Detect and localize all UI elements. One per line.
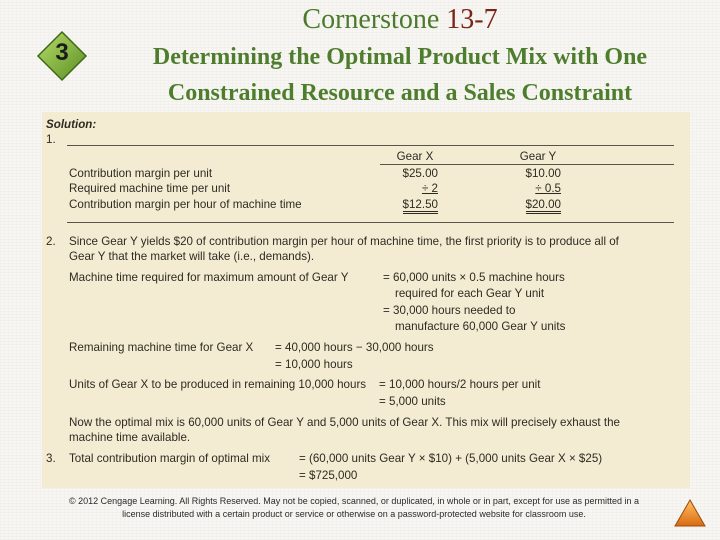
- remaining-time-eq2: = 10,000 hours: [275, 358, 353, 371]
- remaining-time-label: Remaining machine time for Gear X: [69, 341, 254, 354]
- row-value-y-cm: $10.00: [525, 167, 561, 180]
- row-label-cm-per-unit: Contribution margin per unit: [69, 167, 213, 180]
- optimal-mix-line2: machine time available.: [69, 431, 191, 444]
- units-gear-x-eq2: = 5,000 units: [379, 395, 446, 408]
- optimal-mix-line1: Now the optimal mix is 60,000 units of Gear Y and 5,000 units of Gear X. This mix will precisely exhaust the: [69, 416, 620, 429]
- remaining-time-eq1: = 40,000 hours − 30,000 hours: [275, 341, 434, 354]
- row-value-x-cm: $25.00: [402, 167, 438, 180]
- units-gear-x-label: Units of Gear X to be produced in remaining 10,000 hours: [69, 378, 367, 391]
- col-header-gear-x: Gear X: [396, 150, 434, 163]
- solution-panel: [42, 112, 690, 488]
- title-prefix: Cornerstone: [302, 4, 440, 35]
- step1-number: 1.: [46, 133, 56, 146]
- copyright-line1: © 2012 Cengage Learning. All Rights Reserved. May not be copied, scanned, or duplicated, in whole or in part, except for use as permitted in a: [69, 496, 639, 506]
- slide-subtitle-line1: Determining the Optimal Product Mix with One: [152, 44, 648, 70]
- row-value-x-time: ÷ 2: [421, 182, 438, 195]
- total-cm-eq1: = (60,000 units Gear Y × $10) + (5,000 units Gear X × $25): [299, 452, 603, 465]
- machine-time-eq1: = 60,000 units × 0.5 machine hours: [383, 271, 565, 284]
- total-cm-label: Total contribution margin of optimal mix: [69, 452, 271, 465]
- machine-time-eq2: required for each Gear Y unit: [395, 287, 545, 300]
- machine-time-eq3: = 30,000 hours needed to: [383, 304, 516, 317]
- machine-time-label: Machine time required for maximum amount of Gear Y: [69, 271, 349, 284]
- row-label-machine-time: Required machine time per unit: [69, 182, 231, 195]
- col-header-rule: [380, 164, 674, 165]
- slide-number: 3: [55, 39, 69, 66]
- row-value-x-cm-hour: $12.50: [370, 198, 438, 212]
- step2-line2: Gear Y that the market will take (i.e., demands).: [69, 250, 315, 263]
- col-header-gear-y: Gear Y: [519, 150, 557, 163]
- units-gear-x-eq1: = 10,000 hours/2 hours per unit: [379, 378, 541, 391]
- step2-number: 2.: [46, 235, 56, 248]
- step2-line1: Since Gear Y yields $20 of contribution margin per hour of machine time, the first priority is to produce all of: [69, 235, 619, 248]
- row-label-cm-per-hour: Contribution margin per hour of machine time: [69, 198, 302, 211]
- machine-time-eq4: manufacture 60,000 Gear Y units: [395, 320, 566, 333]
- next-slide-button[interactable]: [673, 498, 707, 528]
- title-number: 13-7: [446, 4, 498, 35]
- solution-heading: Solution:: [46, 118, 97, 131]
- row-value-y-time: ÷ 0.5: [535, 182, 561, 195]
- step3-number: 3.: [46, 452, 56, 465]
- row-value-y-cm-hour: $20.00: [493, 198, 561, 212]
- slide-title: [80, 4, 720, 36]
- step2-rule: [67, 222, 674, 223]
- copyright-notice: [18, 495, 690, 521]
- step1-rule: [67, 145, 674, 146]
- total-cm-eq2: = $725,000: [299, 469, 358, 482]
- slide-subtitle-line2: Constrained Resource and a Sales Constraint: [167, 80, 633, 106]
- copyright-line2: license distributed with a certain product or service or otherwise on a password-protected website for classroom use.: [122, 509, 586, 519]
- orange-triangle-icon: [673, 498, 707, 528]
